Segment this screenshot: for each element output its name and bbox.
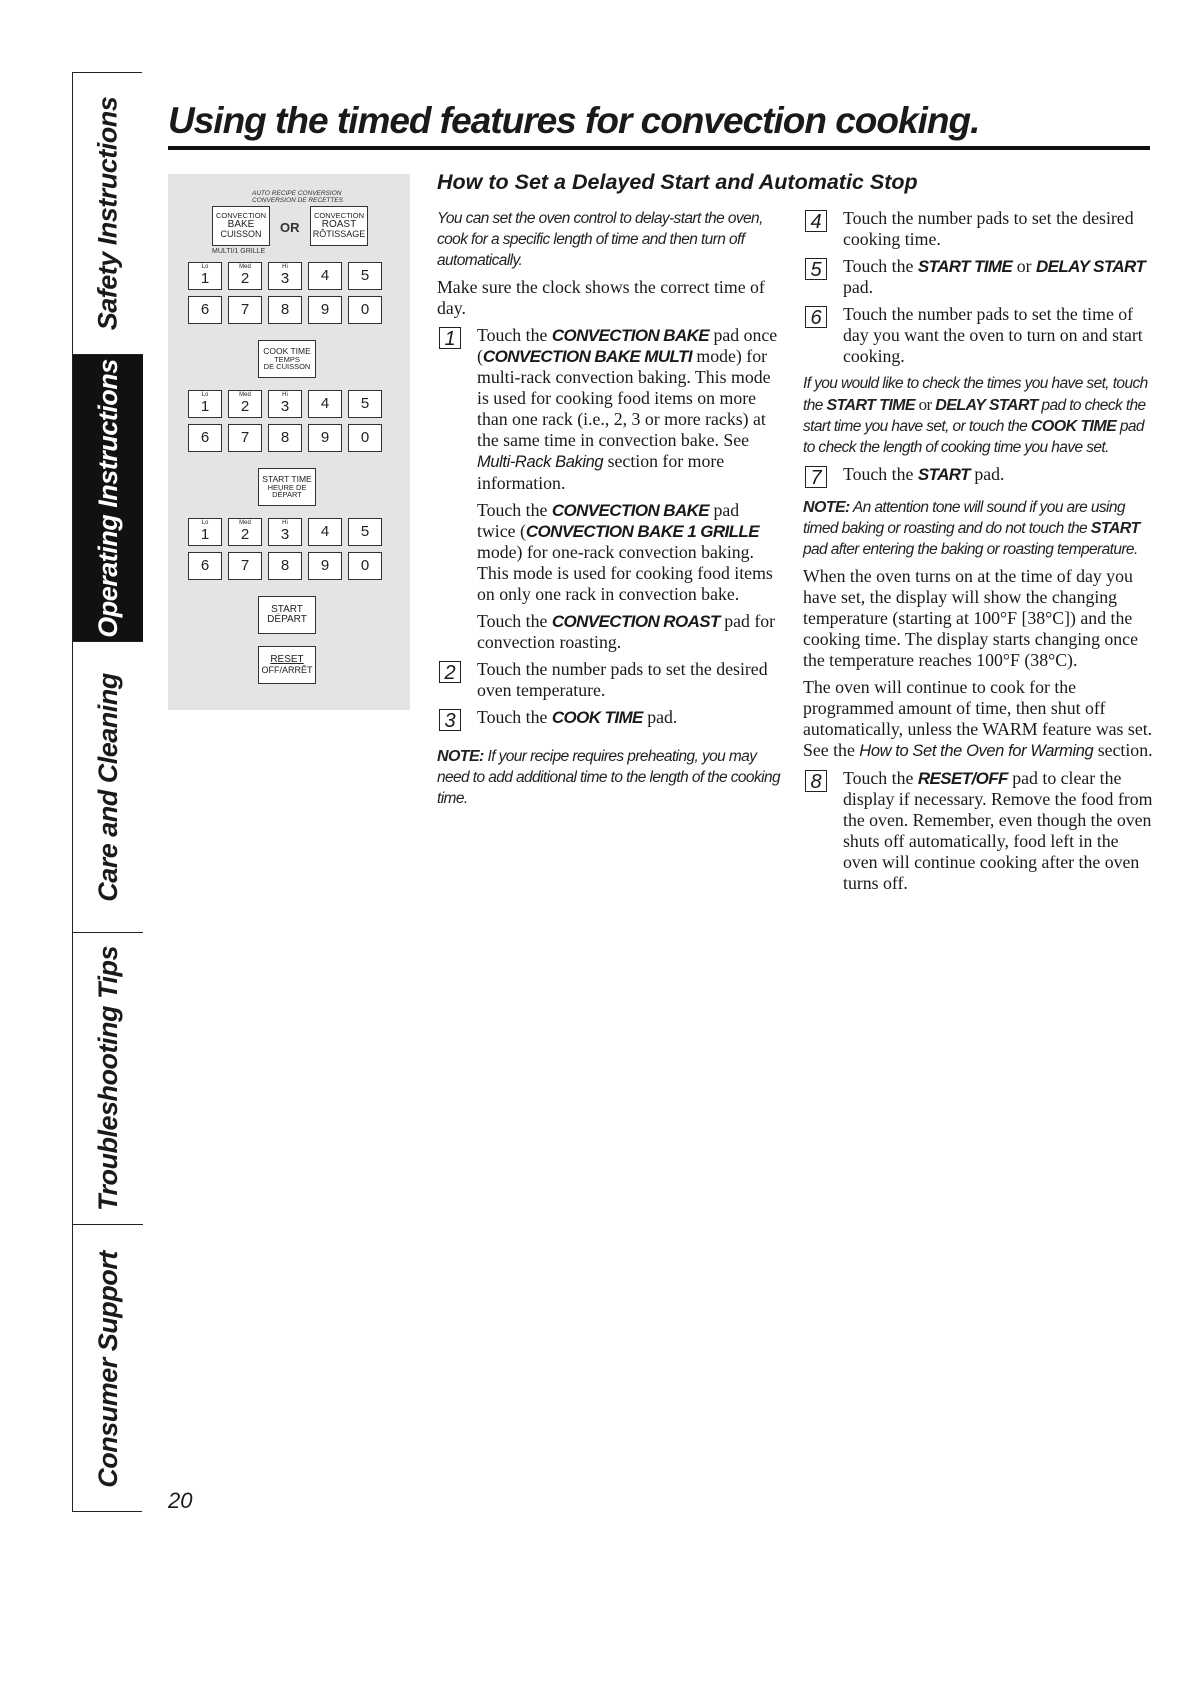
- text: Touch the: [477, 325, 552, 345]
- right-column: [803, 208, 1153, 900]
- pad-text: DE CUISSON: [263, 362, 311, 372]
- number-pad-6: [188, 424, 222, 452]
- text: pad to check the start time you have set, or touch the: [803, 397, 1146, 435]
- number-pad-7: [228, 552, 262, 580]
- pad-digit: 5: [360, 523, 370, 541]
- text: pad to clear the display if necessary. Remove the food from the oven. Remember, even though the oven shuts off automatically, food left in the oven will continue cooking after the oven turns off.: [843, 768, 1153, 893]
- pad-digit: 6: [200, 301, 210, 319]
- note-preheating: [437, 746, 782, 809]
- tab-label: Troubleshooting Tips: [92, 946, 123, 1211]
- keyword: START TIME: [917, 257, 1013, 276]
- title-rule: [168, 146, 1150, 150]
- number-pad-0: [348, 296, 382, 324]
- or-label: OR: [280, 220, 300, 235]
- pad-digit: 8: [280, 429, 290, 447]
- step-2: [437, 659, 782, 701]
- convection-bake-pad: [212, 206, 270, 246]
- pad-sup: Hi: [282, 392, 288, 398]
- keyword: COOK TIME: [1030, 418, 1117, 435]
- section-heading: How to Set a Delayed Start and Automatic Stop: [437, 170, 918, 194]
- pad-text: HEURE DE: [267, 482, 307, 492]
- tab-operating-instructions[interactable]: [73, 354, 143, 641]
- pad-digit: 4: [320, 267, 330, 285]
- number-pad-0: [348, 424, 382, 452]
- pad-digit: 3: [280, 525, 290, 543]
- pad-digit: 5: [360, 395, 370, 413]
- number-pad-6: [188, 552, 222, 580]
- pad-text: OFF/ARRÊT: [261, 664, 313, 675]
- number-pad-4: [308, 390, 342, 418]
- step-number: 8: [805, 770, 827, 792]
- pad-text: DÉPART: [267, 614, 307, 625]
- pad-text: COOK TIME: [263, 345, 311, 356]
- pad-digit: 6: [200, 557, 210, 575]
- number-pad-0: [348, 552, 382, 580]
- number-pad-5: [348, 262, 382, 290]
- text: Touch the: [843, 256, 918, 276]
- page-number: 20: [168, 1488, 193, 1513]
- text: If you would like to check the times you have set, touch the: [803, 375, 1148, 414]
- step-1: [437, 325, 782, 494]
- number-pad-9: [308, 424, 342, 452]
- pad-sup: Hi: [282, 520, 288, 526]
- pad-digit: 0: [360, 301, 370, 319]
- text: pad.: [843, 277, 874, 297]
- text: pad twice (: [477, 500, 740, 541]
- turns-on-text: When the oven turns on at the time of day you have set, the display will show the changing temperature (starting at 100°F [38°C]) and the cooking time. The display starts changing once the temperature reaches 100°F (38°C).: [803, 566, 1138, 670]
- pad-text: DÉPART: [272, 490, 302, 500]
- pad-digit: 8: [280, 557, 290, 575]
- pad-text: ROAST: [321, 218, 357, 230]
- pad-sup: Hi: [282, 264, 288, 270]
- step-6: [803, 304, 1153, 367]
- step-3: [437, 707, 782, 732]
- keyword: START TIME: [826, 397, 915, 414]
- side-tab-strip: [72, 72, 142, 1512]
- pad-digit: 5: [360, 267, 370, 285]
- pad-digit: 1: [200, 525, 210, 543]
- number-pad-2: [228, 262, 262, 290]
- keyword: DELAY START: [935, 397, 1038, 414]
- keyword: CONVECTION BAKE MULTI: [482, 347, 692, 366]
- keyword: CONVECTION ROAST: [551, 612, 720, 631]
- tab-label: Operating Instructions: [92, 358, 123, 638]
- text: Touch the number pads to set the time of day you want the oven to turn on and start cooking.: [843, 304, 1143, 366]
- note-label: NOTE:: [803, 499, 850, 516]
- pad-text: START TIME: [262, 473, 312, 484]
- number-pad-9: [308, 296, 342, 324]
- reference: Multi-Rack Baking: [477, 453, 604, 471]
- pad-text: CONVECTION: [215, 211, 266, 221]
- step-number: 4: [805, 210, 827, 232]
- number-pad-9: [308, 552, 342, 580]
- tab-label: Consumer Support: [92, 1250, 123, 1488]
- step-5: [803, 256, 1153, 298]
- pad-digit: 2: [240, 269, 250, 287]
- text: Touch the: [843, 768, 918, 788]
- number-pad-2: [228, 518, 262, 546]
- pad-text: START: [271, 603, 303, 615]
- step-number: 3: [439, 709, 461, 731]
- text: mode) for one-rack convection baking. This mode is used for cooking food items on only one rack in convection bake.: [477, 542, 773, 604]
- step-7: [803, 464, 1153, 489]
- pad-text: RESET: [270, 654, 304, 666]
- pad-digit: 9: [320, 557, 330, 575]
- text: mode) for multi-rack convection baking. This mode is used for cooking food items on more than one rack (i.e., 2, 3 or more racks) at the same time in convection bake. See: [477, 346, 771, 450]
- pad-digit: 9: [320, 429, 330, 447]
- number-pad-1: [188, 262, 222, 290]
- pad-digit: 2: [240, 525, 250, 543]
- keyword: START: [1090, 520, 1140, 537]
- pad-text: RÔTISSAGE: [312, 229, 366, 240]
- text: pad for convection roasting.: [477, 611, 776, 652]
- note-attention-tone: [803, 497, 1153, 560]
- pad-text: BAKE: [227, 218, 255, 230]
- pad-sup: Med: [239, 392, 251, 398]
- number-pad-8: [268, 552, 302, 580]
- clock-text: Make sure the clock shows the correct time of day.: [437, 277, 765, 318]
- number-pad-3: [268, 390, 302, 418]
- intro-text: You can set the oven control to delay-start the oven, cook for a specific length of time and then turn off automatically.: [437, 210, 763, 269]
- step-8: [803, 768, 1153, 894]
- keyword: COOK TIME: [551, 708, 643, 727]
- pad-digit: 1: [200, 397, 210, 415]
- number-pad-1: [188, 390, 222, 418]
- pad-sup: Med: [239, 520, 251, 526]
- text: pad after entering the baking or roasting temperature.: [803, 541, 1138, 558]
- text: pad once (: [477, 325, 778, 366]
- auto-recipe-label: AUTO RECIPE CONVERSION: [252, 190, 342, 197]
- pad-digit: 4: [320, 395, 330, 413]
- auto-recipe-label-fr: CONVERSION DE RECETTES: [252, 197, 344, 204]
- text: or: [915, 395, 936, 414]
- number-pad-3: [268, 262, 302, 290]
- text: Touch the number pads to set the desired cooking time.: [843, 208, 1134, 249]
- number-pad-7: [228, 296, 262, 324]
- tab-care-and-cleaning[interactable]: [73, 641, 143, 932]
- number-pad-5: [348, 390, 382, 418]
- continue-text: [803, 677, 1153, 762]
- start-pad: [258, 596, 316, 634]
- left-column: [437, 208, 782, 815]
- pad-digit: 9: [320, 301, 330, 319]
- control-panel-diagram: [168, 174, 410, 710]
- step-number: 2: [439, 661, 461, 683]
- keyword: CONVECTION BAKE 1 GRILLE: [525, 522, 759, 541]
- tab-label: Care and Cleaning: [92, 672, 123, 902]
- multi-grille-label: MULTI/1 GRILLE: [212, 248, 266, 255]
- convection-roast-pad: [310, 206, 368, 246]
- keyword: CONVECTION BAKE: [551, 326, 710, 345]
- pad-sup: Lo: [201, 520, 209, 526]
- number-pad-8: [268, 296, 302, 324]
- step-4: [803, 208, 1153, 250]
- step-1-roast: [437, 611, 782, 653]
- text: Touch the: [477, 611, 552, 631]
- pad-text: CUISSON: [220, 229, 262, 240]
- text: section for more information.: [477, 451, 725, 493]
- pad-text: TEMPS: [274, 354, 300, 364]
- tab-label: Safety Instructions: [92, 96, 123, 331]
- keyword: CONVECTION BAKE: [551, 501, 710, 520]
- pad-digit: 3: [280, 269, 290, 287]
- text: An attention tone will sound if you are using timed baking or roasting and do not touch the: [803, 499, 1125, 537]
- text: Touch the: [477, 707, 552, 727]
- pad-sup: Lo: [201, 264, 209, 270]
- pad-sup: Med: [239, 264, 251, 270]
- pad-digit: 8: [280, 301, 290, 319]
- tab-safety-instructions[interactable]: [73, 73, 143, 354]
- pad-digit: 2: [240, 397, 250, 415]
- text: Touch the: [477, 500, 552, 520]
- page-title: Using the timed features for convection cooking.: [168, 100, 980, 141]
- step-1-twice: [437, 500, 782, 605]
- text: The oven will continue to cook for the programmed amount of time, then shut off automatically, unless the WARM feature was set. See the: [803, 677, 1153, 760]
- text: Touch the: [843, 464, 918, 484]
- text: pad to check the length of cooking time you have set.: [803, 418, 1144, 456]
- tab-consumer-support[interactable]: [73, 1224, 143, 1513]
- pad-digit: 6: [200, 429, 210, 447]
- text: section.: [1093, 740, 1153, 760]
- number-pad-5: [348, 518, 382, 546]
- cook-time-pad: [258, 340, 316, 378]
- pad-digit: 3: [280, 397, 290, 415]
- number-pad-7: [228, 424, 262, 452]
- number-pad-3: [268, 518, 302, 546]
- pad-text: CONVECTION: [313, 211, 364, 221]
- pad-digit: 4: [320, 523, 330, 541]
- keyword: RESET/OFF: [917, 769, 1008, 788]
- pad-digit: 0: [360, 557, 370, 575]
- number-pad-8: [268, 424, 302, 452]
- start-time-pad: [258, 468, 316, 506]
- step-number: 6: [805, 306, 827, 328]
- pad-digit: 0: [360, 429, 370, 447]
- step-number: 5: [805, 258, 827, 280]
- reset-off-pad: [258, 646, 316, 684]
- pad-digit: 1: [200, 269, 210, 287]
- number-pad-6: [188, 296, 222, 324]
- text: pad.: [969, 464, 1005, 484]
- text: or: [1012, 256, 1036, 276]
- pad-sup: Lo: [201, 392, 209, 398]
- text: pad.: [642, 707, 678, 727]
- pad-digit: 7: [240, 557, 250, 575]
- keyword: DELAY START: [1035, 257, 1146, 276]
- text: Touch the number pads to set the desired oven temperature.: [477, 659, 768, 700]
- text: If your recipe requires preheating, you may need to add additional time to the length of the cooking time.: [437, 748, 780, 807]
- number-pad-1: [188, 518, 222, 546]
- reference: How to Set the Oven for Warming: [859, 742, 1094, 760]
- check-times-note: [803, 373, 1153, 458]
- step-number: 1: [439, 327, 461, 349]
- keyword: START: [917, 465, 970, 484]
- pad-digit: 7: [240, 429, 250, 447]
- number-pad-4: [308, 262, 342, 290]
- number-pad-2: [228, 390, 262, 418]
- note-label: NOTE:: [437, 748, 484, 765]
- step-number: 7: [805, 466, 827, 488]
- tab-troubleshooting-tips[interactable]: [73, 932, 143, 1224]
- pad-digit: 7: [240, 301, 250, 319]
- number-pad-4: [308, 518, 342, 546]
